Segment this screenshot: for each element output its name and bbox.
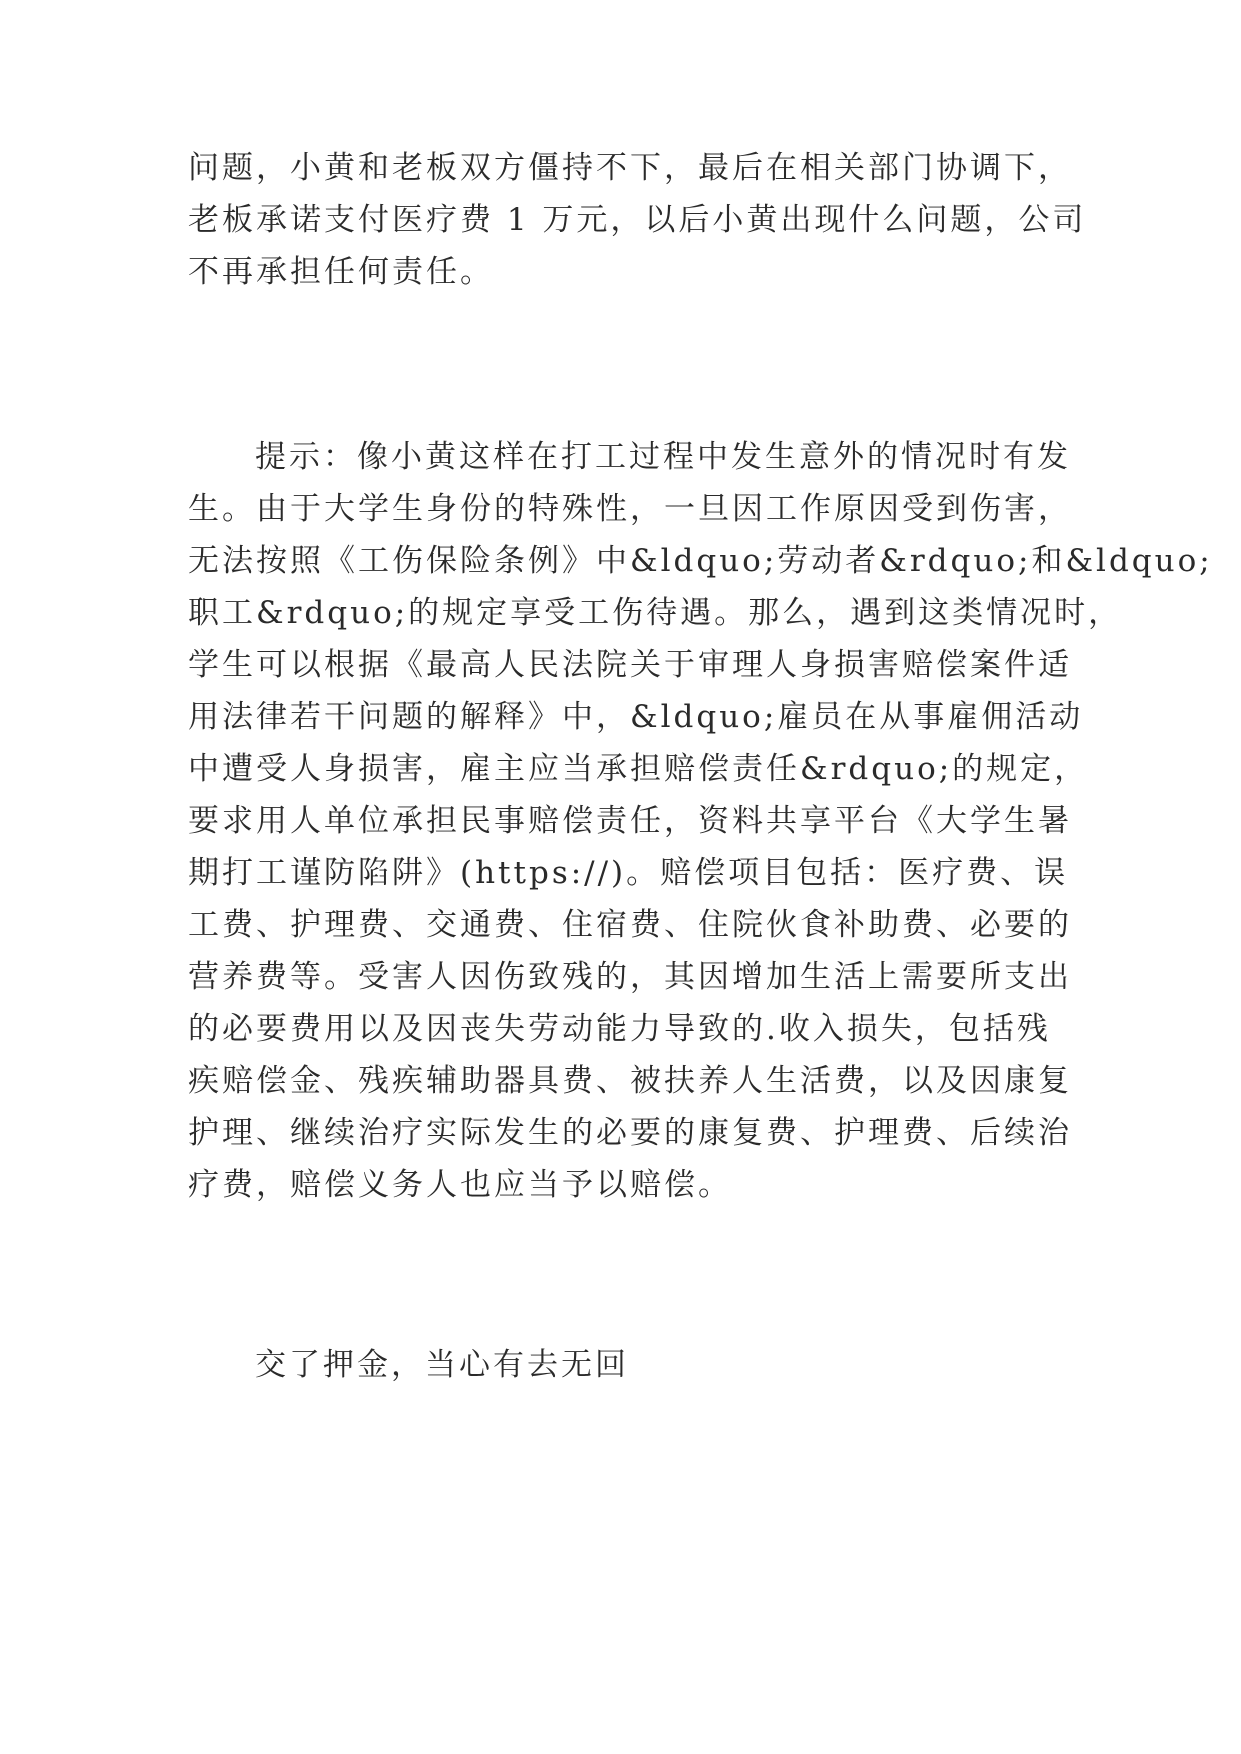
text-line: 中遭受人身损害，雇主应当承担赔偿责任&rdquo;的规定， bbox=[188, 751, 1089, 787]
text-line: 的必要费用以及因丧失劳动能力导致的.收入损失，包括残 bbox=[188, 1011, 1051, 1047]
text-line: 老板承诺支付医疗费 1 万元，以后小黄出现什么问题，公司 bbox=[188, 202, 1087, 238]
text-line: 疗费，赔偿义务人也应当予以赔偿。 bbox=[188, 1167, 732, 1203]
text-line: 学生可以根据《最高人民法院关于审理人身损害赔偿案件适 bbox=[188, 647, 1072, 683]
text-line: 期打工谨防陷阱》(https://)。赔偿项目包括：医疗费、误 bbox=[188, 855, 1069, 891]
text-line: 提示：像小黄这样在打工过程中发生意外的情况时有发 bbox=[255, 439, 1071, 475]
text-line: 职工&rdquo;的规定享受工伤待遇。那么，遇到这类情况时， bbox=[188, 595, 1123, 631]
section-heading: 交了押金，当心有去无回 bbox=[255, 1347, 629, 1383]
text-line: 营养费等。受害人因伤致残的，其因增加生活上需要所支出 bbox=[188, 959, 1072, 995]
text-line: 用法律若干问题的解释》中，&ldquo;雇员在从事雇佣活动 bbox=[188, 699, 1084, 735]
text-line: 疾赔偿金、残疾辅助器具费、被扶养人生活费，以及因康复 bbox=[188, 1063, 1072, 1099]
text-line: 问题，小黄和老板双方僵持不下，最后在相关部门协调下， bbox=[188, 150, 1072, 186]
text-line: 无法按照《工伤保险条例》中&ldquo;劳动者&rdquo;和&ldquo; bbox=[188, 543, 1213, 579]
text-line: 不再承担任何责任。 bbox=[188, 254, 494, 290]
text-line: 工费、护理费、交通费、住宿费、住院伙食补助费、必要的 bbox=[188, 907, 1072, 943]
text-line: 生。由于大学生身份的特殊性，一旦因工作原因受到伤害， bbox=[188, 491, 1072, 527]
text-line: 护理、继续治疗实际发生的必要的康复费、护理费、后续治 bbox=[188, 1115, 1072, 1151]
text-line: 要求用人单位承担民事赔偿责任，资料共享平台《大学生暑 bbox=[188, 803, 1072, 839]
